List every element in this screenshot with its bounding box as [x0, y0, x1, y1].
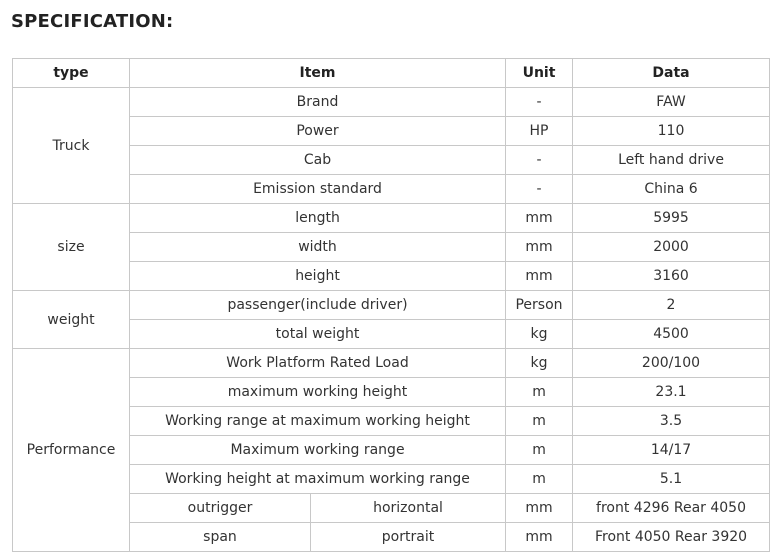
unit-cell: m	[506, 407, 573, 436]
item-cell: Maximum working range	[130, 436, 506, 465]
item-cell: maximum working height	[130, 378, 506, 407]
unit-cell: mm	[506, 494, 573, 523]
item-cell: width	[130, 233, 506, 262]
item-cell: Working height at maximum working range	[130, 465, 506, 494]
header-unit: Unit	[506, 59, 573, 88]
unit-cell: kg	[506, 320, 573, 349]
item-cell-outrigger: outrigger	[130, 494, 311, 523]
table-header-row	[13, 59, 770, 88]
unit-cell: mm	[506, 523, 573, 552]
table-row	[13, 291, 770, 320]
item-cell-portrait: portrait	[311, 523, 506, 552]
unit-cell: m	[506, 378, 573, 407]
data-cell: 23.1	[573, 378, 770, 407]
unit-cell: Person	[506, 291, 573, 320]
item-cell: Power	[130, 117, 506, 146]
unit-cell: m	[506, 436, 573, 465]
type-cell-size: size	[13, 204, 130, 291]
item-cell: Brand	[130, 88, 506, 117]
data-cell: 5995	[573, 204, 770, 233]
item-cell: height	[130, 262, 506, 291]
type-cell-truck: Truck	[13, 88, 130, 204]
data-cell: front 4296 Rear 4050	[573, 494, 770, 523]
unit-cell: mm	[506, 233, 573, 262]
data-cell: 14/17	[573, 436, 770, 465]
type-cell-performance: Performance	[13, 349, 130, 552]
item-cell: passenger(include driver)	[130, 291, 506, 320]
table-row	[13, 204, 770, 233]
item-cell: total weight	[130, 320, 506, 349]
unit-cell: kg	[506, 349, 573, 378]
unit-cell: -	[506, 146, 573, 175]
data-cell: 3.5	[573, 407, 770, 436]
item-cell-horizontal: horizontal	[311, 494, 506, 523]
data-cell: FAW	[573, 88, 770, 117]
data-cell: 2	[573, 291, 770, 320]
unit-cell: -	[506, 175, 573, 204]
data-cell: 3160	[573, 262, 770, 291]
item-cell: Emission standard	[130, 175, 506, 204]
unit-cell: mm	[506, 204, 573, 233]
specification-table	[12, 58, 770, 552]
data-cell: 5.1	[573, 465, 770, 494]
page-title: SPECIFICATION:	[11, 11, 174, 32]
header-item: Item	[130, 59, 506, 88]
item-cell: Working range at maximum working height	[130, 407, 506, 436]
item-cell: Cab	[130, 146, 506, 175]
data-cell: China 6	[573, 175, 770, 204]
item-cell: length	[130, 204, 506, 233]
table-row	[13, 88, 770, 117]
data-cell: 4500	[573, 320, 770, 349]
data-cell: Front 4050 Rear 3920	[573, 523, 770, 552]
item-cell-span: span	[130, 523, 311, 552]
unit-cell: -	[506, 88, 573, 117]
header-data: Data	[573, 59, 770, 88]
data-cell: 2000	[573, 233, 770, 262]
data-cell: Left hand drive	[573, 146, 770, 175]
header-type: type	[13, 59, 130, 88]
type-cell-weight: weight	[13, 291, 130, 349]
data-cell: 200/100	[573, 349, 770, 378]
unit-cell: HP	[506, 117, 573, 146]
table-row	[13, 349, 770, 378]
unit-cell: m	[506, 465, 573, 494]
item-cell: Work Platform Rated Load	[130, 349, 506, 378]
data-cell: 110	[573, 117, 770, 146]
unit-cell: mm	[506, 262, 573, 291]
